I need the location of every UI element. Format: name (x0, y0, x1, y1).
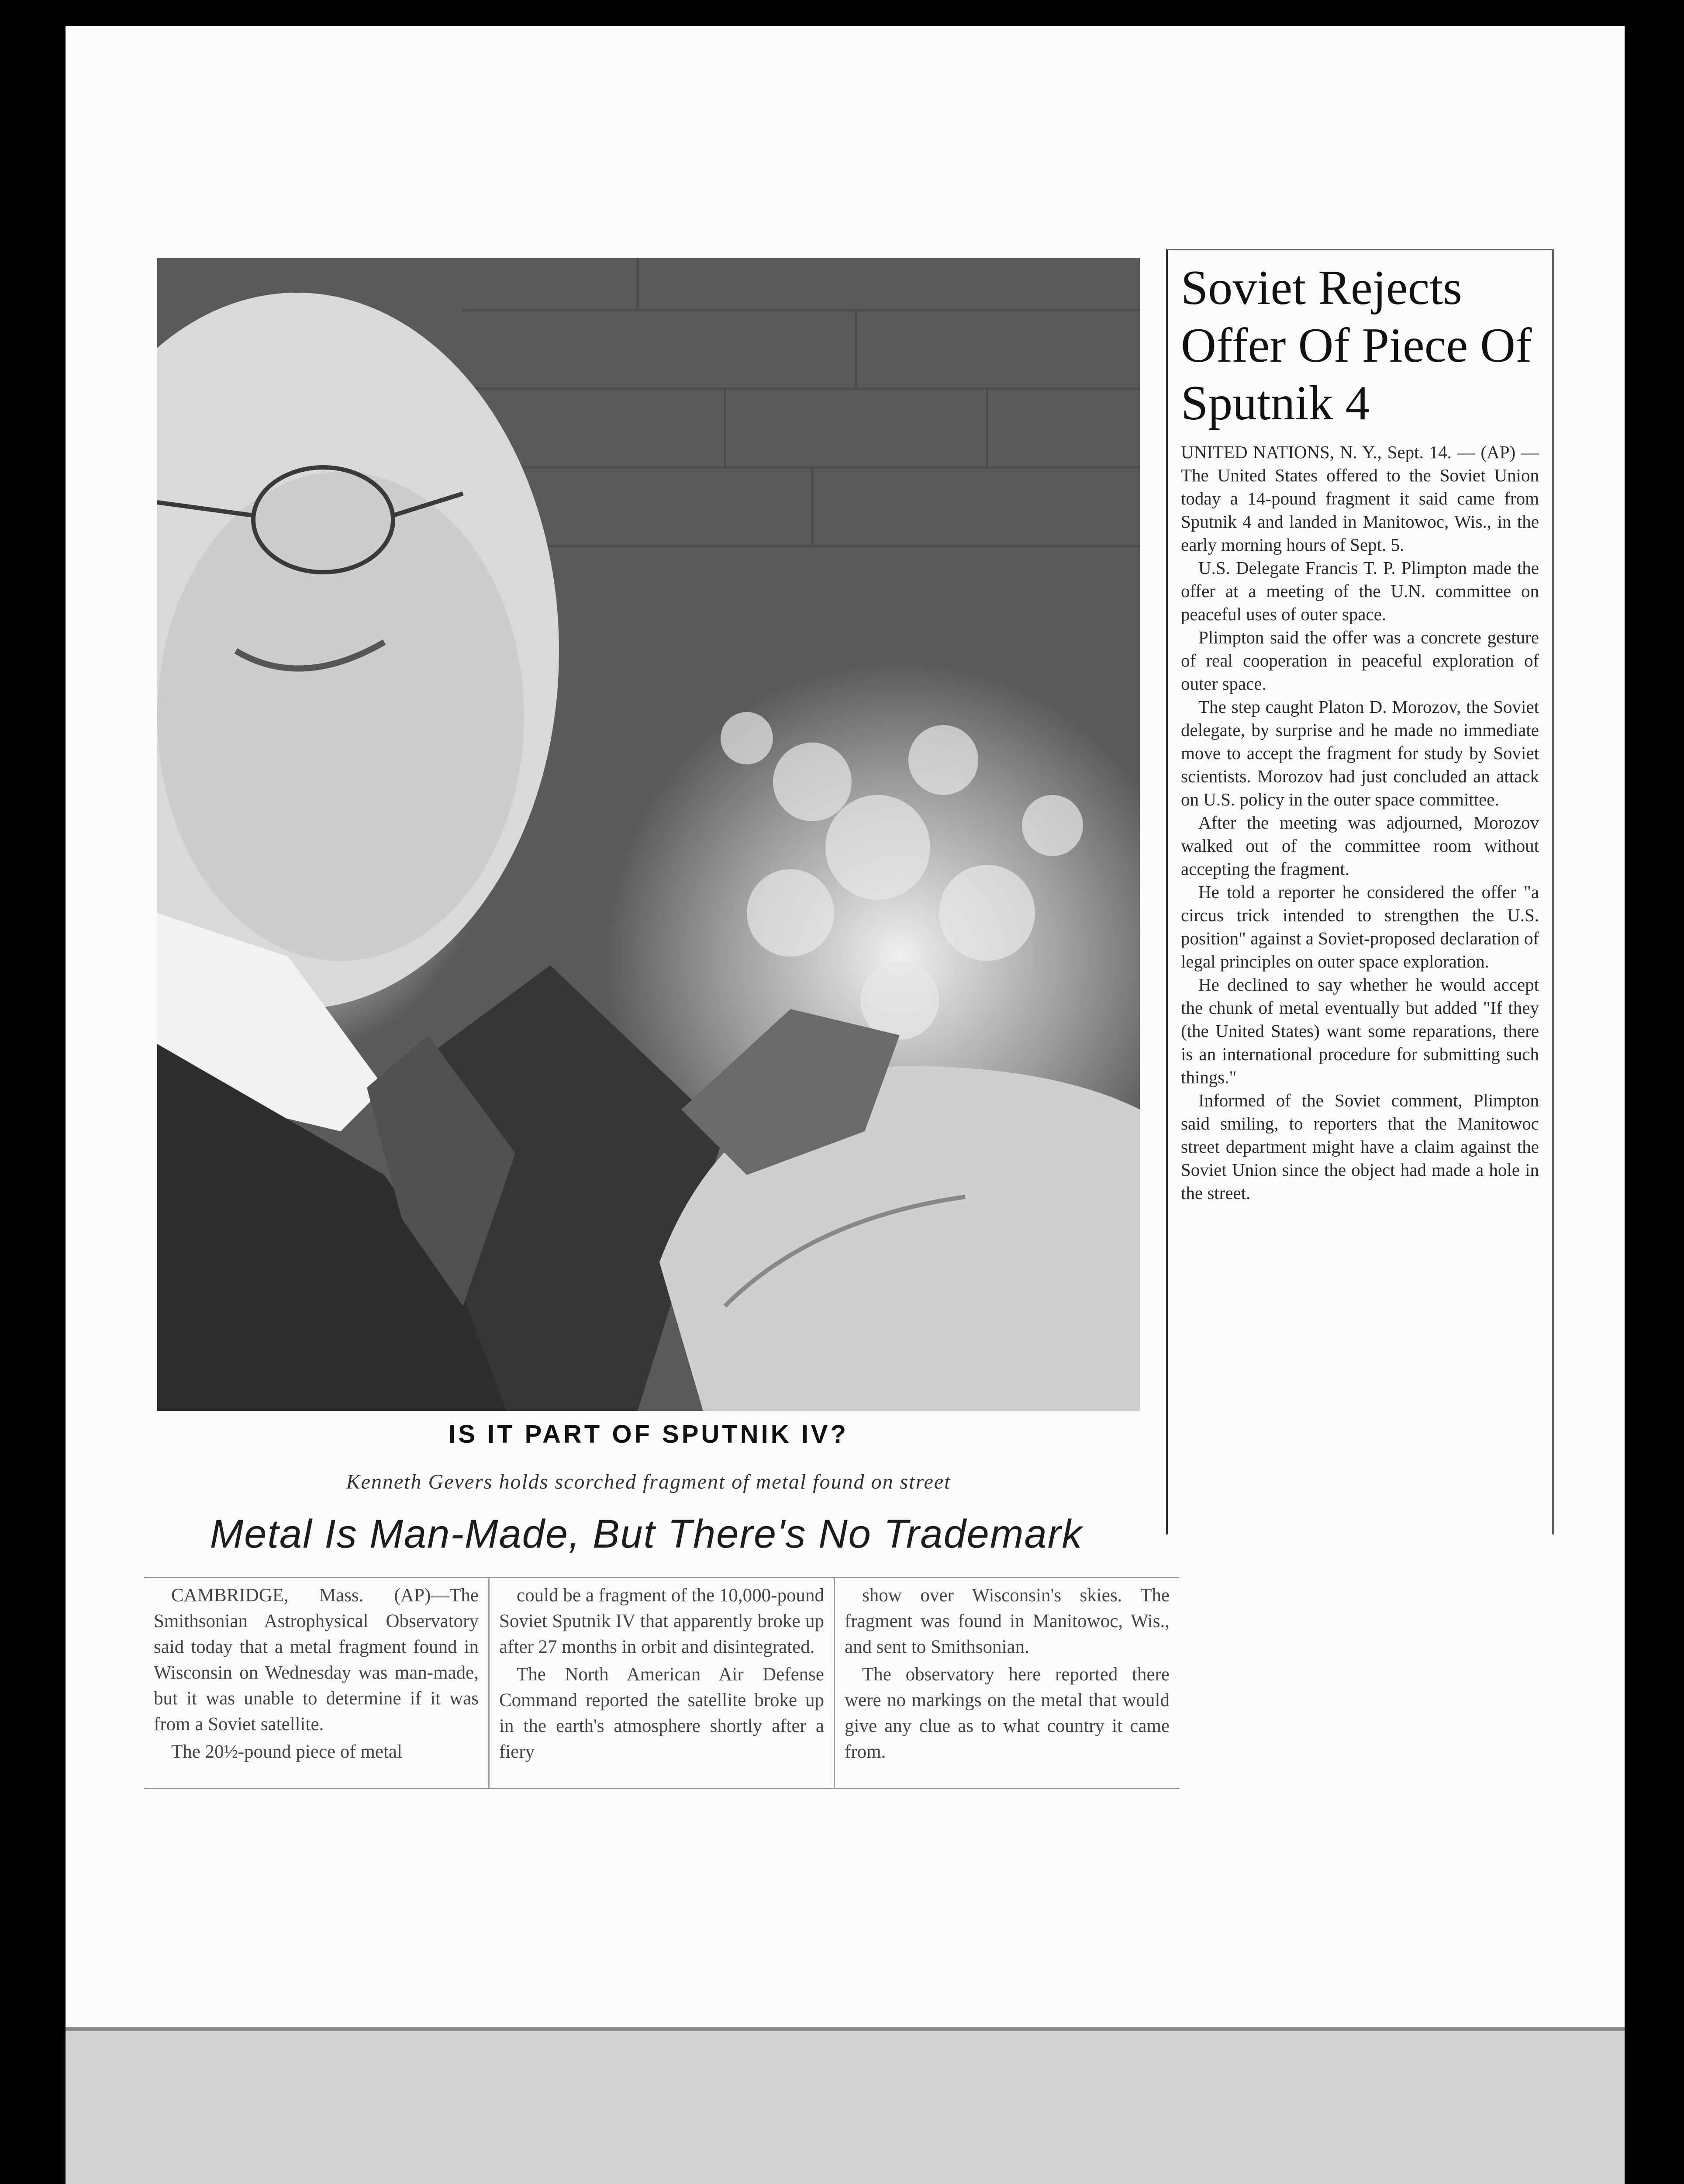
photo-illustration (157, 258, 1140, 1411)
article-paragraph: Plimpton said the offer was a concrete gesture of real cooperation in peaceful exploration of outer space. (1181, 627, 1539, 694)
article-column-2 (488, 1578, 834, 1788)
main-article-headline: Metal Is Man-Made, But There's No Trademark (210, 1512, 1083, 1556)
side-article-headline: Soviet Rejects Offer Of Piece Of Sputnik 4 (1181, 261, 1532, 430)
paper-lower-section (66, 2031, 1625, 2184)
article-paragraph: After the meeting was adjourned, Morozov walked out of the committee room without accepting the fragment. (1181, 812, 1539, 879)
article-paragraph: The step caught Platon D. Morozov, the Soviet delegate, by surprise and he made no immediate move to accept the fragment for study by Soviet scientists. Morozov had just concluded an attack on U.S. policy in the outer space committee. (1181, 697, 1539, 809)
article-column-3 (834, 1578, 1179, 1788)
article-paragraph: The observatory here reported there were no markings on the metal that would give any clue as to what country it came from. (845, 1664, 1170, 1762)
side-article-body (1181, 441, 1539, 1205)
news-photo (157, 258, 1140, 1411)
article-paragraph: The 20½-pound piece of metal (171, 1742, 402, 1762)
photo-caption-title: IS IT PART OF SPUTNIK IV? (449, 1420, 849, 1448)
article-paragraph: CAMBRIDGE, Mass. (AP)—The Smithsonian Astrophysical Observatory said today that a metal fragment found in Wisconsin on Wednesday was man-made, but it was unable to determine if it was from a Soviet satellite. (154, 1585, 479, 1735)
side-article (1166, 249, 1554, 1534)
article-paragraph: He declined to say whether he would accept the chunk of metal eventually but added "If they (the United States) want some reparations, there is an international procedure for submitting such things." (1181, 975, 1539, 1087)
article-paragraph: He told a reporter he considered the offer "a circus trick intended to strengthen the U.S. position" against a Soviet-proposed declaration of legal principles on outer space exploration. (1181, 882, 1539, 971)
article-paragraph: The North American Air Defense Command reported the satellite broke up in the earth's atmosphere shortly after a fiery (499, 1664, 824, 1762)
main-article-body (144, 1577, 1179, 1789)
article-paragraph: U.S. Delegate Francis T. P. Plimpton made the offer at a meeting of the U.N. committee on peaceful uses of outer space. (1181, 558, 1539, 624)
article-paragraph: Informed of the Soviet comment, Plimpton said smiling, to reporters that the Manitowoc street department might have a claim against the Soviet Union since the object had made a hole in the street. (1181, 1090, 1539, 1203)
article-paragraph: UNITED NATIONS, N. Y., Sept. 14. — (AP) — The United States offered to the Soviet Union today a 14-pound fragment it said came from Sputnik 4 and landed in Manitowoc, Wis., in the early morning hours of Sept. 5. (1181, 442, 1539, 555)
article-paragraph: show over Wisconsin's skies. The fragment was found in Manitowoc, Wis., and sent to Smithsonian. (845, 1585, 1170, 1657)
photo-caption-subtitle: Kenneth Gevers holds scorched fragment of metal found on street (346, 1470, 951, 1493)
article-paragraph: could be a fragment of the 10,000-pound Soviet Sputnik IV that apparently broke up after 27 months in orbit and disintegrated. (499, 1585, 824, 1657)
article-column-1 (144, 1578, 488, 1788)
